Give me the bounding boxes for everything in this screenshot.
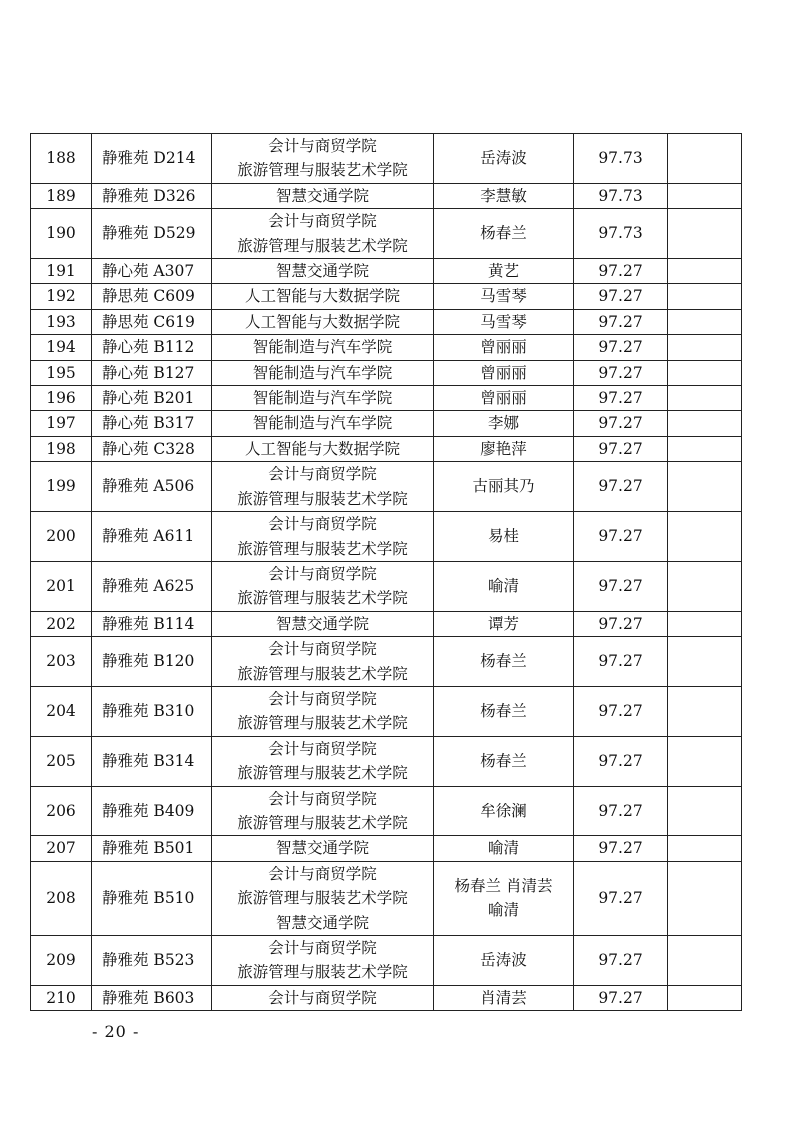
dorm-room-cell: 静雅苑 B314 <box>92 736 212 786</box>
dorm-room-cell: 静雅苑 D214 <box>92 134 212 184</box>
college-name: 智慧交通学院 <box>275 186 369 205</box>
college-name: 会计与商贸学院 <box>268 864 377 883</box>
row-number-cell: 188 <box>31 134 92 184</box>
table-row <box>31 436 742 461</box>
college-name: 旅游管理与服装艺术学院 <box>237 764 408 783</box>
advisor-name: 李慧敏 <box>480 186 527 205</box>
advisor-cell <box>434 411 574 436</box>
advisor-cell <box>434 985 574 1010</box>
college-cell <box>212 411 434 436</box>
dorm-room-cell: 静雅苑 B510 <box>92 861 212 935</box>
table-row <box>31 686 742 736</box>
advisor-name: 曾丽丽 <box>480 338 527 357</box>
dorm-room-cell: 静心苑 C328 <box>92 436 212 461</box>
table-row <box>31 985 742 1010</box>
remark-cell <box>668 259 742 284</box>
college-name: 旅游管理与服装艺术学院 <box>237 714 408 733</box>
college-cell <box>212 259 434 284</box>
remark-cell <box>668 134 742 184</box>
score-cell: 97.27 <box>574 462 668 512</box>
advisor-cell <box>434 786 574 836</box>
college-name: 旅游管理与服装艺术学院 <box>237 589 408 608</box>
college-name: 会计与商贸学院 <box>268 465 377 484</box>
remark-cell <box>668 360 742 385</box>
college-name: 智慧交通学院 <box>275 262 369 281</box>
college-name: 会计与商贸学院 <box>268 789 377 808</box>
college-name: 旅游管理与服装艺术学院 <box>237 813 408 832</box>
score-cell: 97.73 <box>574 183 668 208</box>
college-name: 人工智能与大数据学院 <box>244 312 400 331</box>
table-row <box>31 335 742 360</box>
row-number-cell: 198 <box>31 436 92 461</box>
row-number-cell: 194 <box>31 335 92 360</box>
table-body <box>31 134 742 1011</box>
college-cell <box>212 736 434 786</box>
advisor-cell <box>434 637 574 687</box>
row-number-cell: 203 <box>31 637 92 687</box>
advisor-name: 马雪琴 <box>480 312 527 331</box>
dorm-room-cell: 静雅苑 A611 <box>92 512 212 562</box>
dorm-room-cell: 静心苑 B127 <box>92 360 212 385</box>
page-number: - 20 - <box>92 1022 140 1041</box>
advisor-name: 廖艳萍 <box>480 439 527 458</box>
row-number-cell: 205 <box>31 736 92 786</box>
score-cell: 97.27 <box>574 736 668 786</box>
advisor-cell <box>434 259 574 284</box>
table-row <box>31 736 742 786</box>
dorm-room-cell: 静心苑 B317 <box>92 411 212 436</box>
table-row <box>31 861 742 935</box>
advisor-name: 喻清 <box>487 901 519 920</box>
table-row <box>31 462 742 512</box>
score-cell: 97.27 <box>574 836 668 861</box>
row-number-cell: 207 <box>31 836 92 861</box>
advisor-name: 杨春兰 <box>480 751 527 770</box>
row-number-cell: 201 <box>31 561 92 611</box>
row-number-cell: 200 <box>31 512 92 562</box>
dorm-room-cell: 静思苑 C619 <box>92 309 212 334</box>
remark-cell <box>668 861 742 935</box>
score-cell: 97.27 <box>574 861 668 935</box>
score-cell: 97.27 <box>574 786 668 836</box>
college-cell <box>212 836 434 861</box>
advisor-cell <box>434 512 574 562</box>
row-number-cell: 192 <box>31 284 92 309</box>
advisor-name: 谭芳 <box>487 614 519 633</box>
score-cell: 97.27 <box>574 637 668 687</box>
remark-cell <box>668 386 742 411</box>
row-number-cell: 209 <box>31 936 92 986</box>
advisor-name: 古丽其乃 <box>472 477 535 496</box>
table-row <box>31 411 742 436</box>
score-cell: 97.73 <box>574 134 668 184</box>
dorm-room-cell: 静雅苑 D529 <box>92 209 212 259</box>
college-name: 旅游管理与服装艺术学院 <box>237 489 408 508</box>
college-name: 会计与商贸学院 <box>268 939 377 957</box>
remark-cell <box>668 985 742 1010</box>
table-row <box>31 134 742 184</box>
score-cell: 97.73 <box>574 209 668 259</box>
dorm-room-cell: 静思苑 C609 <box>92 284 212 309</box>
dorm-room-cell: 静雅苑 B501 <box>92 836 212 861</box>
remark-cell <box>668 335 742 360</box>
row-number-cell: 210 <box>31 985 92 1010</box>
advisor-name: 肖清芸 <box>480 988 527 1007</box>
dorm-room-cell: 静雅苑 B114 <box>92 611 212 636</box>
advisor-name: 岳涛波 <box>480 149 527 168</box>
score-cell: 97.27 <box>574 386 668 411</box>
score-cell: 97.27 <box>574 259 668 284</box>
score-cell: 97.27 <box>574 561 668 611</box>
dorm-room-cell: 静雅苑 B120 <box>92 637 212 687</box>
table-row <box>31 836 742 861</box>
college-name: 会计与商贸学院 <box>268 137 377 155</box>
advisor-cell <box>434 686 574 736</box>
row-number-cell: 193 <box>31 309 92 334</box>
score-cell: 97.27 <box>574 936 668 986</box>
advisor-cell <box>434 736 574 786</box>
row-number-cell: 208 <box>31 861 92 935</box>
college-name: 人工智能与大数据学院 <box>244 439 400 458</box>
row-number-cell: 191 <box>31 259 92 284</box>
score-cell: 97.27 <box>574 335 668 360</box>
table-row <box>31 611 742 636</box>
table-row <box>31 360 742 385</box>
college-cell <box>212 335 434 360</box>
dorm-room-cell: 静雅苑 B310 <box>92 686 212 736</box>
college-cell <box>212 436 434 461</box>
remark-cell <box>668 183 742 208</box>
college-cell <box>212 360 434 385</box>
college-cell <box>212 386 434 411</box>
college-name: 智慧交通学院 <box>275 913 369 932</box>
score-cell: 97.27 <box>574 985 668 1010</box>
advisor-name: 喻清 <box>487 839 519 858</box>
advisor-cell <box>434 183 574 208</box>
table-row <box>31 512 742 562</box>
college-name: 会计与商贸学院 <box>268 689 377 708</box>
advisor-cell <box>434 611 574 636</box>
advisor-cell <box>434 561 574 611</box>
row-number-cell: 206 <box>31 786 92 836</box>
college-cell <box>212 512 434 562</box>
advisor-name: 杨春兰 <box>480 702 527 721</box>
college-cell <box>212 309 434 334</box>
college-name: 会计与商贸学院 <box>268 739 377 758</box>
row-number-cell: 204 <box>31 686 92 736</box>
remark-cell <box>668 309 742 334</box>
row-number-cell: 202 <box>31 611 92 636</box>
remark-cell <box>668 836 742 861</box>
college-cell <box>212 134 434 184</box>
advisor-name: 曾丽丽 <box>480 363 527 382</box>
college-name: 旅游管理与服装艺术学院 <box>237 963 408 982</box>
score-cell: 97.27 <box>574 309 668 334</box>
table-row <box>31 561 742 611</box>
remark-cell <box>668 209 742 259</box>
college-cell <box>212 183 434 208</box>
advisor-cell <box>434 436 574 461</box>
college-name: 会计与商贸学院 <box>268 988 377 1007</box>
college-name: 会计与商贸学院 <box>268 212 377 231</box>
advisor-cell <box>434 936 574 986</box>
row-number-cell: 190 <box>31 209 92 259</box>
advisor-name: 喻清 <box>487 577 519 596</box>
score-cell: 97.27 <box>574 686 668 736</box>
score-cell: 97.27 <box>574 436 668 461</box>
college-name: 人工智能与大数据学院 <box>244 287 400 306</box>
college-name: 会计与商贸学院 <box>268 515 377 534</box>
score-cell: 97.27 <box>574 360 668 385</box>
remark-cell <box>668 611 742 636</box>
remark-cell <box>668 284 742 309</box>
score-cell: 97.27 <box>574 512 668 562</box>
remark-cell <box>668 637 742 687</box>
college-cell <box>212 284 434 309</box>
advisor-cell <box>434 335 574 360</box>
college-name: 会计与商贸学院 <box>268 640 377 659</box>
remark-cell <box>668 462 742 512</box>
advisor-cell <box>434 861 574 935</box>
college-name: 智能制造与汽车学院 <box>252 414 393 433</box>
table-row <box>31 309 742 334</box>
table-row <box>31 183 742 208</box>
table-row <box>31 209 742 259</box>
advisor-cell <box>434 134 574 184</box>
table-row <box>31 386 742 411</box>
row-number-cell: 199 <box>31 462 92 512</box>
score-cell: 97.27 <box>574 284 668 309</box>
advisor-cell <box>434 209 574 259</box>
college-name: 旅游管理与服装艺术学院 <box>237 539 408 558</box>
remark-cell <box>668 686 742 736</box>
dorm-room-cell: 静雅苑 D326 <box>92 183 212 208</box>
row-number-cell: 189 <box>31 183 92 208</box>
college-name: 智能制造与汽车学院 <box>252 363 393 382</box>
dorm-room-cell: 静雅苑 A506 <box>92 462 212 512</box>
college-name: 旅游管理与服装艺术学院 <box>237 236 408 255</box>
college-cell <box>212 786 434 836</box>
table-row <box>31 786 742 836</box>
advisor-name: 杨春兰 <box>480 652 527 671</box>
row-number-cell: 196 <box>31 386 92 411</box>
college-cell <box>212 985 434 1010</box>
advisor-cell <box>434 836 574 861</box>
remark-cell <box>668 786 742 836</box>
remark-cell <box>668 736 742 786</box>
dorm-room-cell: 静雅苑 B409 <box>92 786 212 836</box>
college-name: 旅游管理与服装艺术学院 <box>237 161 408 180</box>
advisor-name: 曾丽丽 <box>480 389 527 408</box>
row-number-cell: 197 <box>31 411 92 436</box>
college-cell <box>212 936 434 986</box>
college-name: 智能制造与汽车学院 <box>252 389 393 408</box>
college-name: 智慧交通学院 <box>275 839 369 858</box>
college-cell <box>212 611 434 636</box>
college-cell <box>212 637 434 687</box>
table-row <box>31 936 742 986</box>
advisor-name: 岳涛波 <box>480 951 527 970</box>
dorm-room-cell: 静心苑 B112 <box>92 335 212 360</box>
dorm-room-cell: 静雅苑 B523 <box>92 936 212 986</box>
remark-cell <box>668 561 742 611</box>
college-name: 会计与商贸学院 <box>268 564 377 583</box>
dorm-room-cell: 静心苑 B201 <box>92 386 212 411</box>
college-cell <box>212 462 434 512</box>
college-cell <box>212 209 434 259</box>
advisor-cell <box>434 360 574 385</box>
score-cell: 97.27 <box>574 411 668 436</box>
college-name: 旅游管理与服装艺术学院 <box>237 664 408 683</box>
college-cell <box>212 561 434 611</box>
advisor-name: 马雪琴 <box>480 287 527 306</box>
remark-cell <box>668 936 742 986</box>
college-name: 智慧交通学院 <box>275 614 369 633</box>
advisor-name: 李娜 <box>487 414 519 433</box>
college-cell <box>212 861 434 935</box>
remark-cell <box>668 512 742 562</box>
college-cell <box>212 686 434 736</box>
advisor-cell <box>434 386 574 411</box>
table-row <box>31 637 742 687</box>
advisor-cell <box>434 462 574 512</box>
remark-cell <box>668 436 742 461</box>
college-name: 智能制造与汽车学院 <box>252 338 393 357</box>
dorm-room-cell: 静心苑 A307 <box>92 259 212 284</box>
score-cell: 97.27 <box>574 611 668 636</box>
advisor-cell <box>434 284 574 309</box>
advisor-name: 杨春兰 肖清芸 <box>454 876 553 895</box>
dorm-room-cell: 静雅苑 A625 <box>92 561 212 611</box>
remark-cell <box>668 411 742 436</box>
table-row <box>31 259 742 284</box>
dormitory-score-table <box>30 133 742 1011</box>
advisor-cell <box>434 309 574 334</box>
college-name: 旅游管理与服装艺术学院 <box>237 889 408 908</box>
advisor-name: 牟徐澜 <box>480 801 527 820</box>
dorm-room-cell: 静雅苑 B603 <box>92 985 212 1010</box>
advisor-name: 黄艺 <box>487 262 519 281</box>
advisor-name: 杨春兰 <box>480 224 527 243</box>
row-number-cell: 195 <box>31 360 92 385</box>
advisor-name: 易桂 <box>487 527 519 546</box>
table-row <box>31 284 742 309</box>
